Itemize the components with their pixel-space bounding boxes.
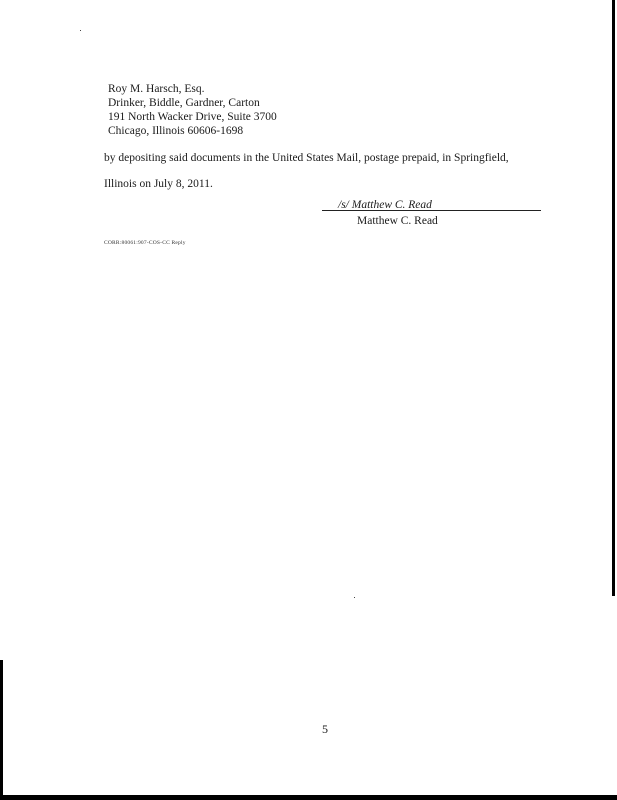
body-line-1: by depositing said documents in the United States Mail, postage prepaid, in Springfield,	[104, 152, 509, 164]
signature-rule	[322, 210, 541, 211]
body-line-2: Illinois on July 8, 2011.	[104, 178, 213, 190]
address-city: Chicago, Illinois 60606-1698	[108, 125, 244, 137]
scan-edge-bottom	[0, 795, 617, 800]
address-street: 191 North Wacker Drive, Suite 3700	[108, 111, 277, 123]
scan-edge-right	[612, 0, 615, 596]
electronic-signature: /s/ Matthew C. Read	[338, 199, 432, 211]
scan-speck	[80, 30, 81, 31]
address-name: Roy M. Harsch, Esq.	[108, 83, 205, 95]
address-firm: Drinker, Biddle, Gardner, Carton	[108, 97, 260, 109]
scan-speck	[354, 597, 355, 598]
document-reference: CORR:80061:907-COS-CC Reply	[104, 240, 186, 246]
page-number: 5	[322, 722, 328, 736]
signer-name: Matthew C. Read	[357, 215, 438, 227]
scan-edge-left	[0, 660, 3, 800]
